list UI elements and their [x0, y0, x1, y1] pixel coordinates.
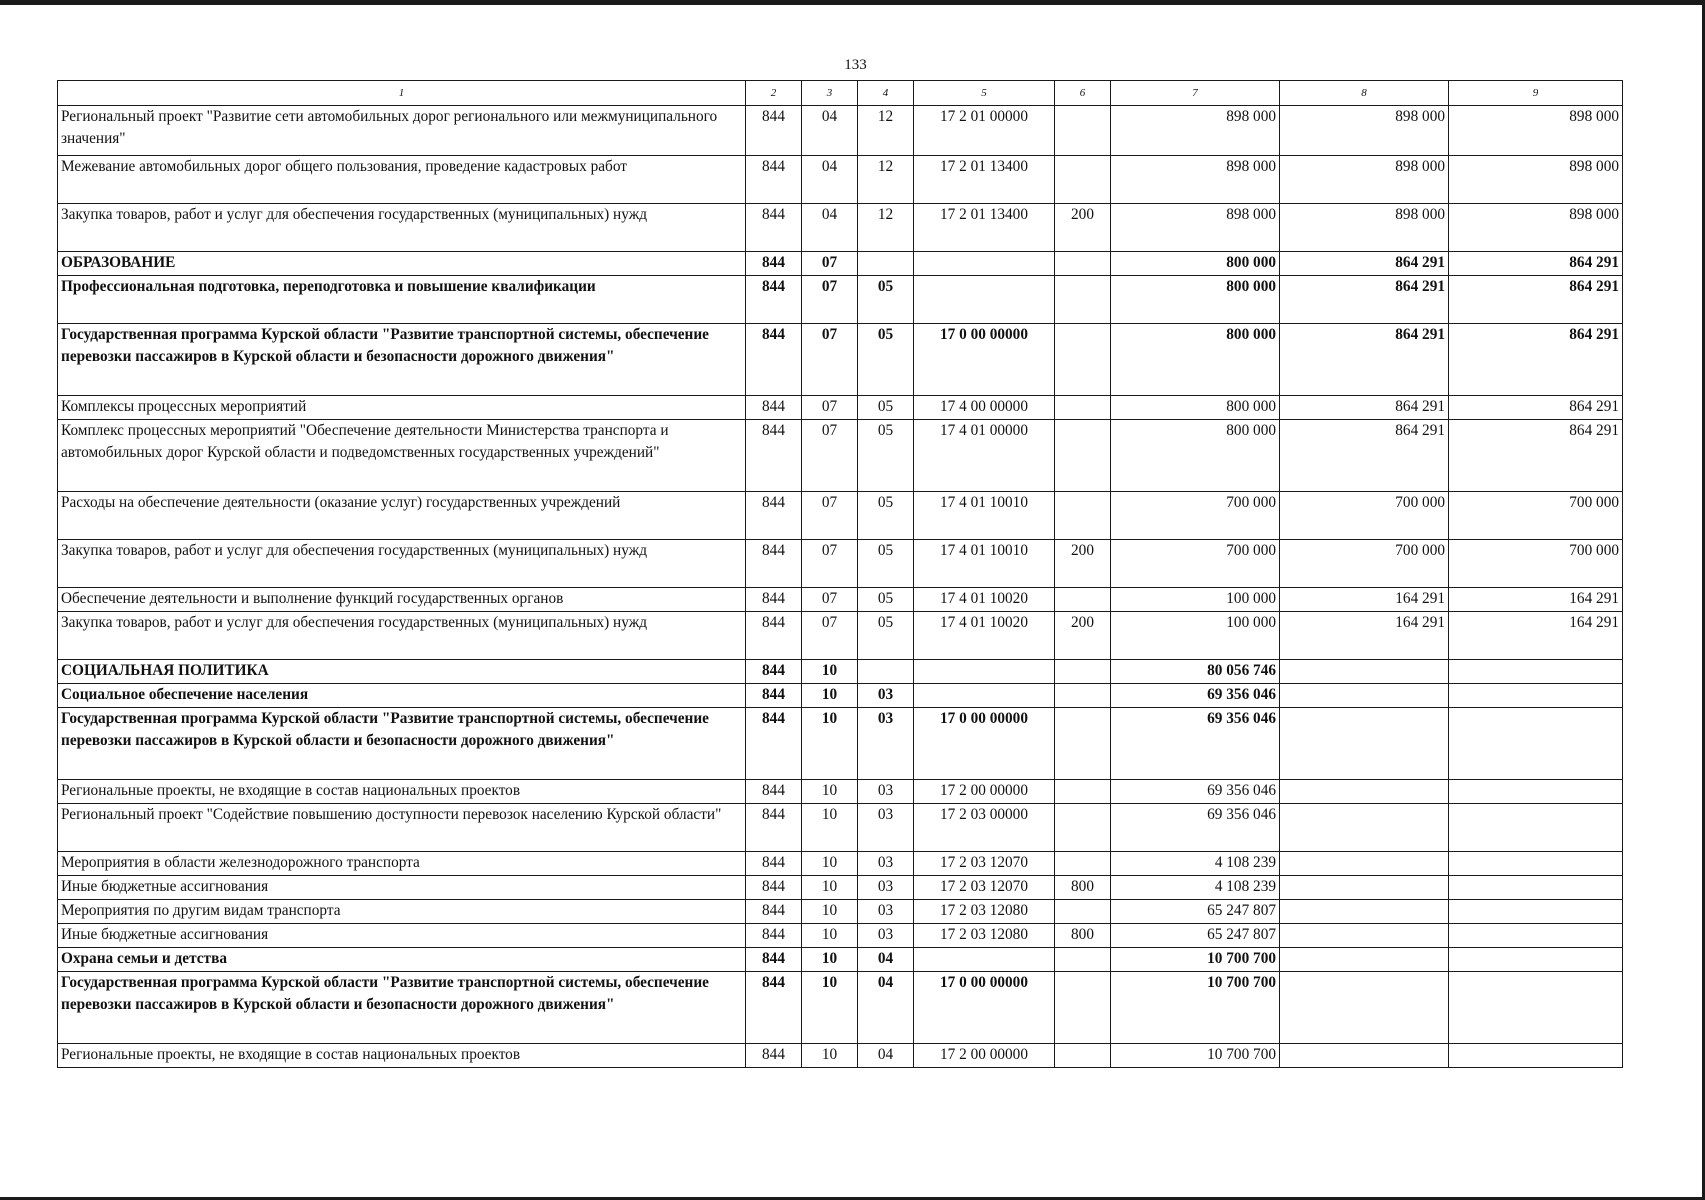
row-subsection-cell: 05 — [858, 612, 914, 660]
row-target-cell: 17 4 01 10010 — [914, 492, 1055, 540]
row-value-col7: 65 247 807 — [1111, 900, 1280, 924]
row-value-col8: 700 000 — [1280, 540, 1449, 588]
header-col-7: 7 — [1111, 81, 1280, 106]
row-type-cell: 800 — [1055, 924, 1111, 948]
row-value-col7: 800 000 — [1111, 324, 1280, 396]
row-subsection-cell: 04 — [858, 948, 914, 972]
row-value-col7: 800 000 — [1111, 420, 1280, 492]
row-subsection-cell — [858, 660, 914, 684]
table-row — [58, 540, 1623, 588]
row-type-cell — [1055, 156, 1111, 204]
row-code-cell: 844 — [746, 156, 802, 204]
row-name-cell: Профессиональная подготовка, переподготовка и повышение квалификации — [58, 276, 746, 324]
table-row — [58, 900, 1623, 924]
row-name-cell: Закупка товаров, работ и услуг для обеспечения государственных (муниципальных) нужд — [58, 612, 746, 660]
table-row — [58, 924, 1623, 948]
row-code-cell: 844 — [746, 420, 802, 492]
row-type-cell — [1055, 948, 1111, 972]
row-subsection-cell: 12 — [858, 106, 914, 156]
header-col-9: 9 — [1449, 81, 1623, 106]
row-value-col9 — [1449, 684, 1623, 708]
row-type-cell — [1055, 852, 1111, 876]
header-col-2: 2 — [746, 81, 802, 106]
row-section-cell: 07 — [802, 588, 858, 612]
row-name-cell: Социальное обеспечение населения — [58, 684, 746, 708]
header-col-8: 8 — [1280, 81, 1449, 106]
row-section-cell: 10 — [802, 948, 858, 972]
row-section-cell: 10 — [802, 780, 858, 804]
row-value-col8 — [1280, 684, 1449, 708]
row-section-cell: 10 — [802, 660, 858, 684]
row-value-col9 — [1449, 900, 1623, 924]
row-name-cell: Мероприятия в области железнодорожного транспорта — [58, 852, 746, 876]
table-row — [58, 780, 1623, 804]
table-body — [58, 106, 1623, 1068]
row-value-col9 — [1449, 660, 1623, 684]
row-value-col8 — [1280, 852, 1449, 876]
table-row — [58, 276, 1623, 324]
row-section-cell: 04 — [802, 106, 858, 156]
row-value-col9 — [1449, 972, 1623, 1044]
row-section-cell: 10 — [802, 852, 858, 876]
row-code-cell: 844 — [746, 324, 802, 396]
row-subsection-cell: 05 — [858, 276, 914, 324]
row-code-cell: 844 — [746, 612, 802, 660]
row-subsection-cell: 04 — [858, 1044, 914, 1068]
row-section-cell: 04 — [802, 204, 858, 252]
row-name-cell: Закупка товаров, работ и услуг для обеспечения государственных (муниципальных) нужд — [58, 540, 746, 588]
budget-table — [57, 80, 1623, 1068]
row-name-cell: Мероприятия по другим видам транспорта — [58, 900, 746, 924]
row-type-cell — [1055, 684, 1111, 708]
table-row — [58, 684, 1623, 708]
row-subsection-cell: 03 — [858, 804, 914, 852]
row-subsection-cell: 05 — [858, 396, 914, 420]
row-type-cell — [1055, 252, 1111, 276]
row-value-col7: 69 356 046 — [1111, 804, 1280, 852]
row-section-cell: 10 — [802, 900, 858, 924]
row-section-cell: 07 — [802, 252, 858, 276]
row-code-cell: 844 — [746, 972, 802, 1044]
row-target-cell — [914, 948, 1055, 972]
row-type-cell — [1055, 396, 1111, 420]
row-value-col9: 864 291 — [1449, 276, 1623, 324]
row-name-cell: Комплекс процессных мероприятий "Обеспечение деятельности Министерства транспорта и автомобильных дорог Курской области и подведомственных государственных учреждений" — [58, 420, 746, 492]
row-value-col8: 864 291 — [1280, 252, 1449, 276]
row-name-cell: Межевание автомобильных дорог общего пользования, проведение кадастровых работ — [58, 156, 746, 204]
row-value-col9: 898 000 — [1449, 204, 1623, 252]
row-code-cell: 844 — [746, 780, 802, 804]
row-code-cell: 844 — [746, 396, 802, 420]
row-value-col8 — [1280, 948, 1449, 972]
row-name-cell: Государственная программа Курской области "Развитие транспортной системы, обеспечение перевозки пассажиров в Курской области и безопасности дорожного движения" — [58, 972, 746, 1044]
table-row — [58, 204, 1623, 252]
row-type-cell — [1055, 106, 1111, 156]
row-target-cell: 17 0 00 00000 — [914, 708, 1055, 780]
row-value-col8 — [1280, 660, 1449, 684]
row-value-col7: 800 000 — [1111, 252, 1280, 276]
row-section-cell: 07 — [802, 396, 858, 420]
row-section-cell: 10 — [802, 804, 858, 852]
row-value-col8 — [1280, 708, 1449, 780]
row-target-cell: 17 2 01 00000 — [914, 106, 1055, 156]
row-target-cell: 17 0 00 00000 — [914, 324, 1055, 396]
header-col-1: 1 — [58, 81, 746, 106]
row-value-col9 — [1449, 780, 1623, 804]
row-value-col9: 700 000 — [1449, 492, 1623, 540]
table-row — [58, 612, 1623, 660]
row-value-col7: 69 356 046 — [1111, 708, 1280, 780]
row-name-cell: Государственная программа Курской области "Развитие транспортной системы, обеспечение перевозки пассажиров в Курской области и безопасности дорожного движения" — [58, 708, 746, 780]
row-code-cell: 844 — [746, 852, 802, 876]
row-target-cell: 17 2 03 00000 — [914, 804, 1055, 852]
row-target-cell: 17 2 03 12070 — [914, 852, 1055, 876]
row-subsection-cell: 03 — [858, 780, 914, 804]
row-value-col9: 164 291 — [1449, 612, 1623, 660]
row-target-cell: 17 4 00 00000 — [914, 396, 1055, 420]
row-value-col8 — [1280, 900, 1449, 924]
row-value-col8 — [1280, 1044, 1449, 1068]
row-code-cell: 844 — [746, 708, 802, 780]
row-value-col8 — [1280, 780, 1449, 804]
row-value-col7: 10 700 700 — [1111, 1044, 1280, 1068]
row-name-cell: Закупка товаров, работ и услуг для обеспечения государственных (муниципальных) нужд — [58, 204, 746, 252]
row-value-col8: 898 000 — [1280, 204, 1449, 252]
row-type-cell — [1055, 972, 1111, 1044]
row-section-cell: 10 — [802, 972, 858, 1044]
row-type-cell — [1055, 900, 1111, 924]
table-row — [58, 420, 1623, 492]
row-name-cell: СОЦИАЛЬНАЯ ПОЛИТИКА — [58, 660, 746, 684]
row-code-cell: 844 — [746, 276, 802, 324]
row-value-col9 — [1449, 804, 1623, 852]
row-code-cell: 844 — [746, 204, 802, 252]
row-code-cell: 844 — [746, 252, 802, 276]
row-target-cell: 17 2 03 12080 — [914, 924, 1055, 948]
table-row — [58, 492, 1623, 540]
row-value-col8: 898 000 — [1280, 106, 1449, 156]
row-value-col9 — [1449, 876, 1623, 900]
row-value-col8 — [1280, 972, 1449, 1044]
row-value-col9 — [1449, 948, 1623, 972]
row-value-col7: 700 000 — [1111, 492, 1280, 540]
row-type-cell: 200 — [1055, 204, 1111, 252]
row-value-col7: 800 000 — [1111, 396, 1280, 420]
row-code-cell: 844 — [746, 684, 802, 708]
row-subsection-cell: 05 — [858, 420, 914, 492]
row-value-col8: 864 291 — [1280, 396, 1449, 420]
row-type-cell — [1055, 780, 1111, 804]
row-code-cell: 844 — [746, 804, 802, 852]
row-target-cell: 17 2 03 12080 — [914, 900, 1055, 924]
table-row — [58, 396, 1623, 420]
row-value-col7: 898 000 — [1111, 204, 1280, 252]
row-target-cell — [914, 684, 1055, 708]
row-target-cell: 17 2 03 12070 — [914, 876, 1055, 900]
table-row — [58, 852, 1623, 876]
row-target-cell: 17 2 01 13400 — [914, 204, 1055, 252]
row-name-cell: Расходы на обеспечение деятельности (оказание услуг) государственных учреждений — [58, 492, 746, 540]
row-value-col8: 164 291 — [1280, 612, 1449, 660]
row-subsection-cell: 03 — [858, 684, 914, 708]
row-value-col9 — [1449, 1044, 1623, 1068]
row-target-cell: 17 4 01 10020 — [914, 588, 1055, 612]
row-value-col9: 864 291 — [1449, 420, 1623, 492]
row-subsection-cell: 04 — [858, 972, 914, 1044]
row-code-cell: 844 — [746, 540, 802, 588]
row-section-cell: 10 — [802, 876, 858, 900]
header-col-4: 4 — [858, 81, 914, 106]
row-name-cell: ОБРАЗОВАНИЕ — [58, 252, 746, 276]
row-target-cell: 17 0 00 00000 — [914, 972, 1055, 1044]
row-value-col7: 898 000 — [1111, 106, 1280, 156]
row-value-col7: 898 000 — [1111, 156, 1280, 204]
row-code-cell: 844 — [746, 660, 802, 684]
row-type-cell: 200 — [1055, 540, 1111, 588]
row-target-cell: 17 2 01 13400 — [914, 156, 1055, 204]
row-value-col9: 898 000 — [1449, 156, 1623, 204]
header-col-3: 3 — [802, 81, 858, 106]
table-row — [58, 252, 1623, 276]
row-target-cell: 17 2 00 00000 — [914, 1044, 1055, 1068]
row-section-cell: 07 — [802, 324, 858, 396]
row-subsection-cell — [858, 252, 914, 276]
row-subsection-cell: 03 — [858, 708, 914, 780]
row-code-cell: 844 — [746, 948, 802, 972]
row-value-col9 — [1449, 852, 1623, 876]
table-row — [58, 972, 1623, 1044]
row-value-col7: 4 108 239 — [1111, 876, 1280, 900]
row-value-col7: 10 700 700 — [1111, 948, 1280, 972]
row-type-cell — [1055, 588, 1111, 612]
table-row — [58, 588, 1623, 612]
row-subsection-cell: 05 — [858, 588, 914, 612]
row-section-cell: 10 — [802, 708, 858, 780]
row-section-cell: 10 — [802, 684, 858, 708]
row-subsection-cell: 03 — [858, 852, 914, 876]
row-subsection-cell: 03 — [858, 900, 914, 924]
row-target-cell: 17 2 00 00000 — [914, 780, 1055, 804]
row-value-col7: 100 000 — [1111, 612, 1280, 660]
row-value-col9: 864 291 — [1449, 396, 1623, 420]
row-type-cell — [1055, 708, 1111, 780]
row-name-cell: Региональный проект "Содействие повышению доступности перевозок населению Курской области" — [58, 804, 746, 852]
row-section-cell: 04 — [802, 156, 858, 204]
row-value-col8: 164 291 — [1280, 588, 1449, 612]
table-row — [58, 106, 1623, 156]
row-subsection-cell: 12 — [858, 204, 914, 252]
row-target-cell: 17 4 01 10010 — [914, 540, 1055, 588]
table-row — [58, 660, 1623, 684]
row-name-cell: Охрана семьи и детства — [58, 948, 746, 972]
row-name-cell: Иные бюджетные ассигнования — [58, 876, 746, 900]
row-name-cell: Государственная программа Курской области "Развитие транспортной системы, обеспечение перевозки пассажиров в Курской области и безопасности дорожного движения" — [58, 324, 746, 396]
table-row — [58, 156, 1623, 204]
header-row — [58, 81, 1623, 106]
header-col-5: 5 — [914, 81, 1055, 106]
row-section-cell: 10 — [802, 924, 858, 948]
row-target-cell: 17 4 01 00000 — [914, 420, 1055, 492]
row-target-cell — [914, 252, 1055, 276]
row-value-col8: 864 291 — [1280, 420, 1449, 492]
row-type-cell — [1055, 1044, 1111, 1068]
row-type-cell: 800 — [1055, 876, 1111, 900]
row-section-cell: 07 — [802, 420, 858, 492]
table-row — [58, 1044, 1623, 1068]
row-code-cell: 844 — [746, 492, 802, 540]
row-type-cell — [1055, 420, 1111, 492]
row-name-cell: Региональные проекты, не входящие в состав национальных проектов — [58, 780, 746, 804]
table-row — [58, 804, 1623, 852]
row-subsection-cell: 12 — [858, 156, 914, 204]
row-value-col8: 864 291 — [1280, 276, 1449, 324]
row-value-col8 — [1280, 924, 1449, 948]
row-target-cell — [914, 660, 1055, 684]
row-value-col9: 864 291 — [1449, 324, 1623, 396]
page-number: 133 — [844, 57, 867, 73]
row-section-cell: 10 — [802, 1044, 858, 1068]
row-value-col9: 700 000 — [1449, 540, 1623, 588]
row-subsection-cell: 03 — [858, 924, 914, 948]
row-value-col7: 100 000 — [1111, 588, 1280, 612]
row-value-col7: 65 247 807 — [1111, 924, 1280, 948]
row-name-cell: Региональные проекты, не входящие в состав национальных проектов — [58, 1044, 746, 1068]
row-type-cell — [1055, 324, 1111, 396]
row-code-cell: 844 — [746, 876, 802, 900]
row-name-cell: Иные бюджетные ассигнования — [58, 924, 746, 948]
row-code-cell: 844 — [746, 106, 802, 156]
row-value-col7: 69 356 046 — [1111, 684, 1280, 708]
row-value-col9: 898 000 — [1449, 106, 1623, 156]
table-row — [58, 948, 1623, 972]
header-col-6: 6 — [1055, 81, 1111, 106]
row-value-col8: 898 000 — [1280, 156, 1449, 204]
row-value-col9: 164 291 — [1449, 588, 1623, 612]
row-name-cell: Комплексы процессных мероприятий — [58, 396, 746, 420]
row-type-cell — [1055, 804, 1111, 852]
row-value-col7: 69 356 046 — [1111, 780, 1280, 804]
row-value-col7: 700 000 — [1111, 540, 1280, 588]
row-subsection-cell: 05 — [858, 324, 914, 396]
row-value-col7: 800 000 — [1111, 276, 1280, 324]
row-type-cell — [1055, 660, 1111, 684]
row-subsection-cell: 03 — [858, 876, 914, 900]
row-value-col7: 80 056 746 — [1111, 660, 1280, 684]
row-code-cell: 844 — [746, 924, 802, 948]
row-name-cell: Обеспечение деятельности и выполнение функций государственных органов — [58, 588, 746, 612]
row-target-cell — [914, 276, 1055, 324]
row-value-col8: 864 291 — [1280, 324, 1449, 396]
row-value-col9 — [1449, 924, 1623, 948]
row-code-cell: 844 — [746, 900, 802, 924]
row-value-col9 — [1449, 708, 1623, 780]
row-subsection-cell: 05 — [858, 540, 914, 588]
row-name-cell: Региональный проект "Развитие сети автомобильных дорог регионального или межмуниципального значения" — [58, 106, 746, 156]
row-type-cell — [1055, 276, 1111, 324]
row-subsection-cell: 05 — [858, 492, 914, 540]
table-row — [58, 324, 1623, 396]
row-section-cell: 07 — [802, 276, 858, 324]
row-value-col7: 4 108 239 — [1111, 852, 1280, 876]
table-row — [58, 708, 1623, 780]
row-target-cell: 17 4 01 10020 — [914, 612, 1055, 660]
table-row — [58, 876, 1623, 900]
row-value-col8 — [1280, 876, 1449, 900]
row-code-cell: 844 — [746, 1044, 802, 1068]
row-value-col8: 700 000 — [1280, 492, 1449, 540]
row-section-cell: 07 — [802, 492, 858, 540]
row-value-col9: 864 291 — [1449, 252, 1623, 276]
row-value-col8 — [1280, 804, 1449, 852]
row-section-cell: 07 — [802, 540, 858, 588]
row-code-cell: 844 — [746, 588, 802, 612]
row-value-col7: 10 700 700 — [1111, 972, 1280, 1044]
row-type-cell — [1055, 492, 1111, 540]
row-section-cell: 07 — [802, 612, 858, 660]
row-type-cell: 200 — [1055, 612, 1111, 660]
